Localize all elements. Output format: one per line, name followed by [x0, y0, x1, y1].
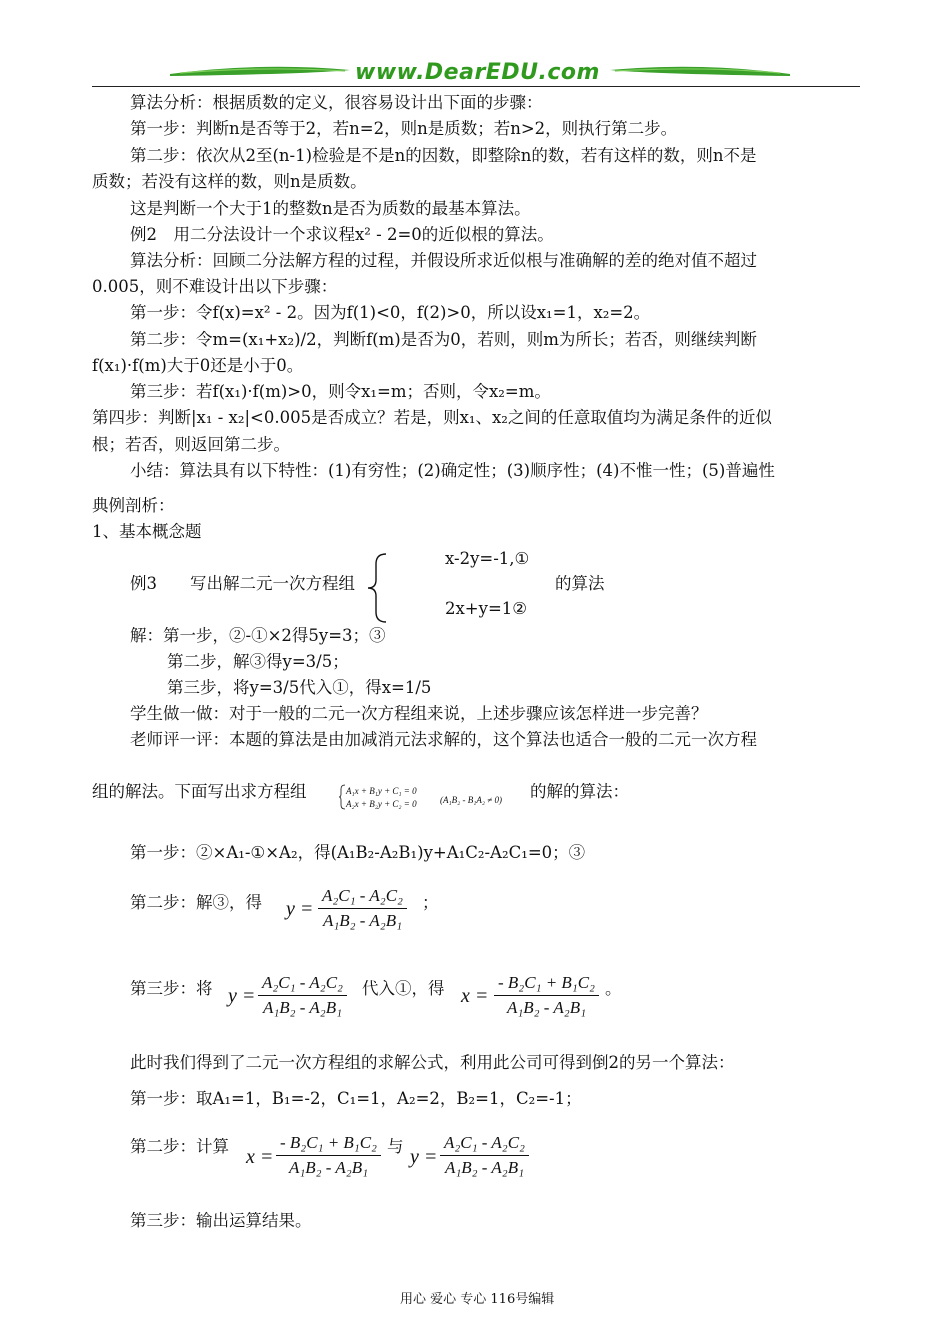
text-line: 第三步，将y=3/5代入①，得x=1/5: [167, 678, 432, 697]
system-condition: (A₁B₂ - B₁A₂ ≠ 0): [440, 795, 502, 805]
math-y-label: y =: [286, 898, 314, 920]
text-line: 第一步：②×A₁-①×A₂，得(A₁B₂-A₂B₁)y+A₁C₂-A₂C₁=0；③: [130, 843, 586, 862]
page-footer: 用心 爱心 专心 116号编辑: [400, 1292, 555, 1307]
text-line: 第二步：计算: [130, 1137, 229, 1156]
fraction-numerator: A₂C₁ - A₂C₂: [318, 884, 407, 909]
system-eq-1: A₁x + B₁y + C₁ = 0: [346, 786, 417, 796]
text-line: 第三步：将: [130, 979, 213, 998]
text-line: 与: [387, 1137, 404, 1156]
text-line: 解：第一步，②-①×2得5y=3；③: [130, 626, 386, 645]
text-line: 的解的算法：: [530, 782, 629, 801]
system-eq-2: A₂x + B₂y + C₂ = 0: [346, 799, 417, 809]
text-line: 学生做一做：对于一般的二元一次方程组来说，上述步骤应该怎样进一步完善？: [130, 704, 708, 723]
fraction-y: [318, 884, 407, 933]
fraction-x: [276, 1131, 381, 1180]
small-brace-icon: [338, 784, 346, 810]
equation-2: 2x+y=1②: [445, 599, 528, 618]
fraction-denominator: A₁B₂ - A₂B₁: [444, 1158, 524, 1177]
text-line: 老师评一评：本题的算法是由加减消元法求解的，这个算法也适合一般的二元一次方程: [130, 730, 757, 749]
text-line: 第一步：取A₁=1，B₁=-2，C₁=1，A₂=2，B₂=1，C₂=-1；: [130, 1089, 582, 1108]
text-line: f(x₁)·f(m)大于0还是小于0。: [92, 356, 304, 375]
text-line: 第二步：依次从2至(n-1)检验是不是n的因数，即整除n的数，若有这样的数，则n不是: [130, 146, 757, 165]
text-line: 第二步：解③，得: [130, 893, 262, 912]
fraction-denominator: A₁B₂ - A₂B₁: [262, 998, 342, 1017]
header-logo-text: www.DearEDU.com: [355, 60, 600, 85]
text-line: 第二步：令m=(x₁+x₂)/2，判断f(m)是否为0，若则，则m为所长；若否，则继续判断: [130, 330, 757, 349]
math-x-label: x =: [461, 985, 489, 1007]
text-line: 代入①，得: [362, 979, 445, 998]
math-y-label: y =: [228, 985, 256, 1007]
text-line: 第四步：判断|x₁ - x₂|<0.005是否成立？若是，则x₁、x₂之间的任意取值均为满足条件的近似: [92, 408, 772, 427]
text-line: 第一步：令f(x)=x² - 2。因为f(1)<0，f(2)>0，所以设x₁=1，x₂=2。: [130, 303, 651, 322]
text-line: 质数；若没有这样的数，则n是质数。: [92, 172, 367, 191]
text-line: 第三步：若f(x₁)·f(m)>0，则令x₁=m；否则，令x₂=m。: [130, 382, 551, 401]
fraction-numerator: - B₂C₁ + B₁C₂: [494, 971, 599, 996]
fraction-x: [494, 971, 599, 1020]
text-line: 第三步：输出运算结果。: [130, 1211, 312, 1230]
math-y-label: y =: [410, 1146, 438, 1168]
section-subheading: 1、基本概念题: [92, 522, 202, 541]
text-line: 小结：算法具有以下特性：(1)有穷性；(2)确定性；(3)顺序性；(4)不惟一性；(5)普遍性: [130, 461, 775, 480]
fraction-y: [440, 1131, 529, 1180]
fraction-numerator: A₂C₁ - A₂C₂: [440, 1131, 529, 1156]
text-line: 此时我们得到了二元一次方程组的求解公式，利用此公司可得到倒2的另一个算法：: [130, 1053, 735, 1072]
fraction-denominator: A₁B₂ - A₂B₁: [288, 1158, 369, 1177]
equation-1: x-2y=-1,①: [445, 549, 530, 568]
fraction-denominator: A₁B₂ - A₂B₁: [322, 911, 402, 930]
text-line: 例2 用二分法设计一个求议程x² - 2=0的近似根的算法。: [130, 225, 554, 244]
text-line: 。: [605, 979, 622, 998]
text-line: 例3 写出解二元一次方程组: [130, 574, 355, 593]
text-line: 0.005，则不难设计出以下步骤：: [92, 277, 338, 296]
brace-icon: [366, 552, 388, 624]
fraction-denominator: A₁B₂ - A₂B₁: [506, 998, 587, 1017]
fraction-y: [258, 971, 347, 1020]
text-line: 第一步：判断n是否等于2，若n=2，则n是质数；若n>2，则执行第二步。: [130, 119, 678, 138]
text-line: 这是判断一个大于1的整数n是否为质数的最基本算法。: [130, 199, 531, 218]
math-x-label: x =: [246, 1146, 274, 1168]
fraction-numerator: A₂C₁ - A₂C₂: [258, 971, 347, 996]
text-line: 算法分析：回顾二分法解方程的过程，并假设所求近似根与准确解的差的绝对值不超过: [130, 251, 757, 270]
fraction-numerator: - B₂C₁ + B₁C₂: [276, 1131, 381, 1156]
text-line: 第二步，解③得y=3/5；: [167, 652, 349, 671]
header-rule: [92, 86, 860, 87]
section-heading: 典例剖析：: [92, 496, 175, 515]
text-line: 根；若否，则返回第二步。: [92, 435, 290, 454]
text-line: ；: [422, 893, 439, 912]
text-line: 组的解法。下面写出求方程组: [92, 782, 307, 801]
text-line: 的算法: [555, 574, 605, 593]
text-line: 算法分析：根据质数的定义，很容易设计出下面的步骤：: [130, 93, 543, 112]
